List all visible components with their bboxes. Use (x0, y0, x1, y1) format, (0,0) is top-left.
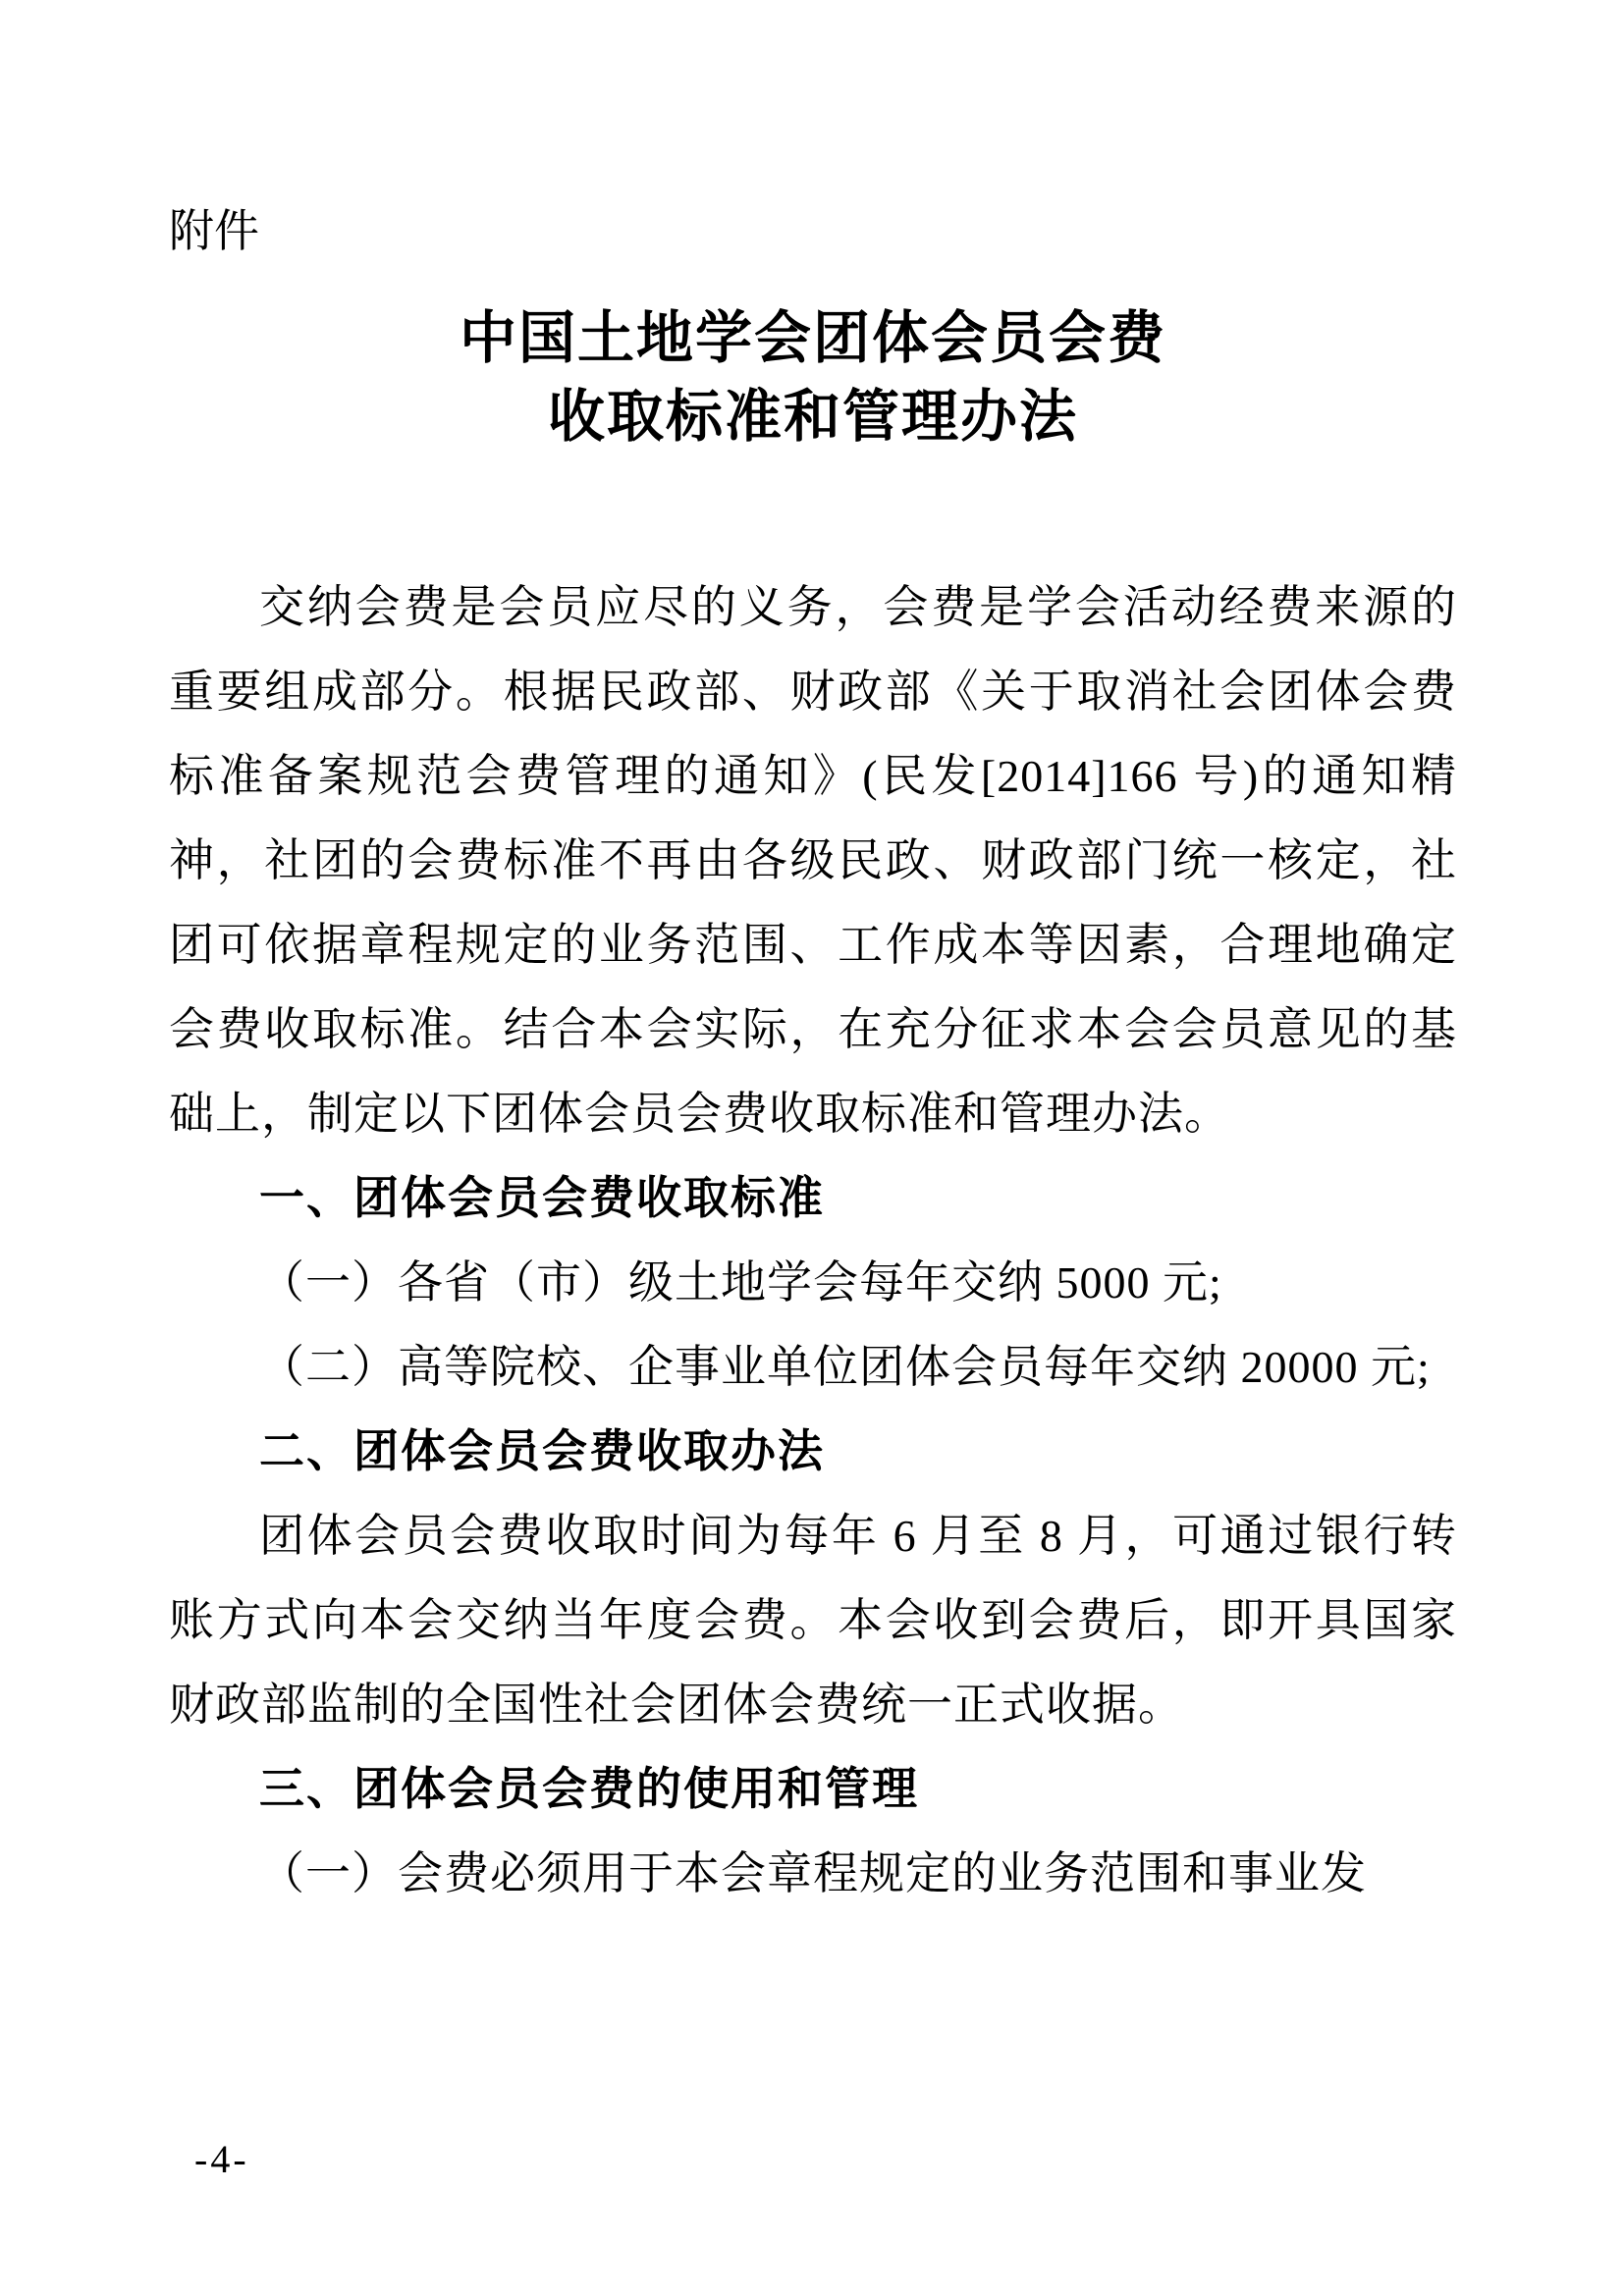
section-heading: 三、团体会员会费的使用和管理 (259, 1764, 919, 1814)
document-title-line-2: 收取标准和管理办法 (547, 383, 1078, 450)
section-heading: 二、团体会员会费收取办法 (259, 1426, 825, 1476)
document-title (169, 298, 1457, 455)
document-title-line-1: 中国土地学会团体会员会费 (459, 304, 1166, 371)
body-paragraph: 交纳会费是会员应尽的义务，会费是学会活动经费来源的重要组成部分。根据民政部、财政部《关于取消社会团体会费标准备案规范会费管理的通知》(民发[2014]166 号)的通知精神，社团的会费标准不再由各级民政、财政部门统一核定，社团可依据章程规定的业务范围、工作成本等因素，合理地确定会费收取标准。结合本会实际，在充分征求本会会员意见的基础上，制定以下团体会员会费收取标准和管理办法。 (169, 582, 1457, 1139)
document-body (169, 565, 1457, 1916)
body-paragraph: 团体会员会费收取时间为每年 6 月至 8 月，可通过银行转账方式向本会交纳当年度会费。本会收到会费后，即开具国家财政部监制的全国性社会团体会费统一正式收据。 (169, 1511, 1457, 1730)
page-number: -4- (194, 2137, 249, 2181)
body-paragraph: （一）会费必须用于本会章程规定的业务范围和事业发 (259, 1848, 1367, 1898)
section-heading: 一、团体会员会费收取标准 (259, 1173, 825, 1223)
body-paragraph: （二）高等院校、企事业单位团体会员每年交纳 20000 元; (259, 1342, 1431, 1392)
attachment-label: 附件 (169, 205, 259, 256)
body-paragraph: （一）各省（市）级土地学会每年交纳 5000 元; (259, 1257, 1222, 1308)
